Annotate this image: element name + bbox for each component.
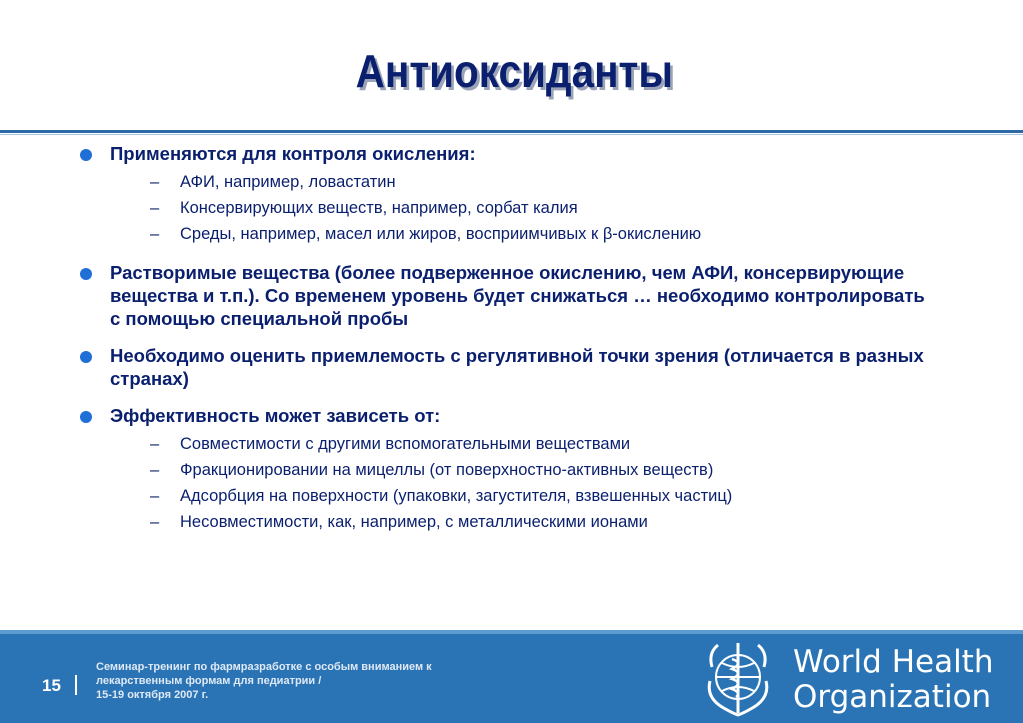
bullet-dot-icon	[80, 268, 92, 280]
bullet-line: странах)	[110, 368, 189, 389]
sub-item: – Несовместимости, как, например, с металлическими ионами	[110, 509, 1008, 535]
dash-icon: –	[150, 199, 160, 217]
sub-item: – Среды, например, масел или жиров, восприимчивых к β-окислению	[110, 221, 1008, 247]
seminar-caption	[96, 660, 496, 702]
bullet-item	[78, 344, 1008, 390]
bullet-dot-icon	[80, 149, 92, 161]
bullet-dot-icon	[80, 351, 92, 363]
slide-content	[78, 142, 1008, 535]
page-number-divider	[75, 675, 77, 695]
sub-item: – Консервирующих веществ, например, сорбат калия	[110, 195, 1008, 221]
bullet-text: Применяются для контроля окисления:	[110, 143, 476, 164]
bullet-item	[78, 404, 1008, 535]
bullet-item	[78, 142, 1008, 247]
bullet-dot-icon	[80, 411, 92, 423]
sub-item: – Адсорбция на поверхности (упаковки, загустителя, взвешенных частиц)	[110, 483, 1008, 509]
bullet-line: с помощью специальной пробы	[110, 308, 409, 329]
title-divider	[0, 130, 1023, 133]
seminar-line: Семинар-тренинг по фармразработке с особым вниманием к	[96, 661, 432, 673]
who-emblem-icon	[696, 637, 780, 721]
slide-title: Антиоксиданты	[355, 45, 673, 97]
logo-line: World Health	[793, 644, 994, 680]
page-number: 15	[42, 676, 61, 695]
dash-icon: –	[150, 487, 160, 505]
bullet-line: Растворимые вещества (более подверженное окислению, чем АФИ, консервирующие	[110, 262, 905, 283]
bullet-text: Эффективность может зависеть от:	[110, 405, 441, 426]
bullet-line: вещества и т.п.). Со временем уровень будет снижаться … необходимо контролировать	[110, 285, 925, 306]
bullet-item	[78, 261, 1008, 330]
seminar-line: 15-19 октября 2007 г.	[96, 689, 209, 701]
dash-icon: –	[150, 173, 160, 191]
dash-icon: –	[150, 435, 160, 453]
dash-icon: –	[150, 513, 160, 531]
sub-list	[110, 169, 1008, 247]
title-divider-thin	[0, 134, 1023, 135]
logo-line: Organization	[793, 679, 992, 715]
sub-item: – Совместимости с другими вспомогательными веществами	[110, 431, 1008, 457]
sub-item: – Фракционировании на мицеллы (от поверхностно-активных веществ)	[110, 457, 1008, 483]
sub-list	[110, 431, 1008, 535]
sub-item: – АФИ, например, ловастатин	[110, 169, 1008, 195]
dash-icon: –	[150, 225, 160, 243]
who-logo-text	[793, 645, 994, 715]
seminar-line: лекарственным формам для педиатрии /	[96, 675, 322, 687]
bullet-line: Необходимо оценить приемлемость с регулятивной точки зрения (отличается в разных	[110, 345, 924, 366]
dash-icon: –	[150, 461, 160, 479]
